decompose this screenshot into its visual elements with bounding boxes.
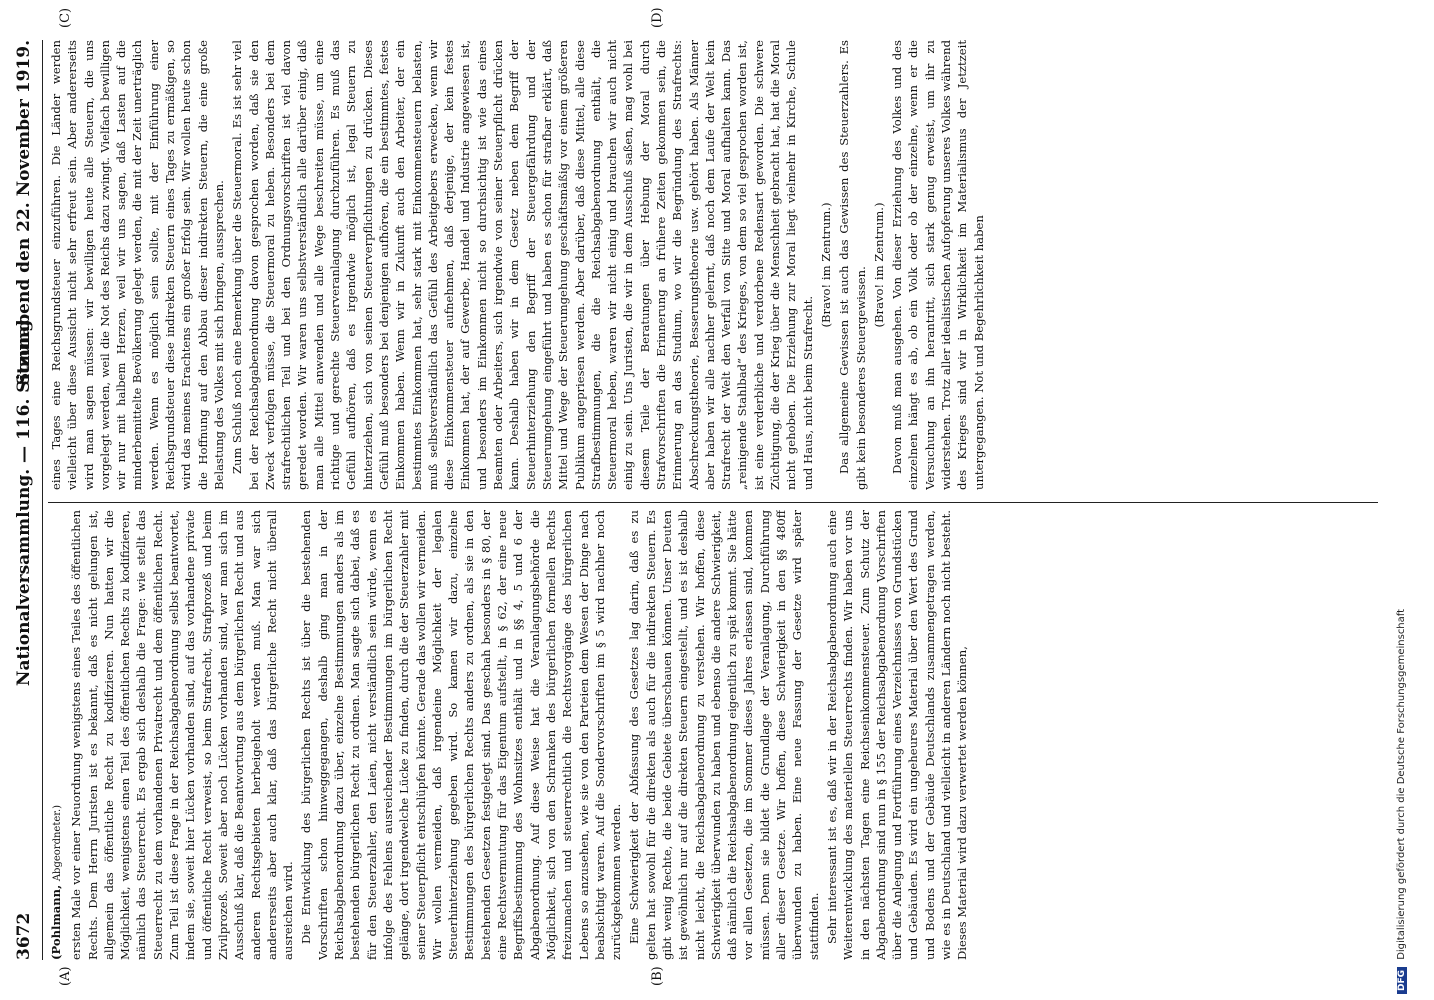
paragraph: Das allgemeine Gewissen ist auch das Gewissen des Steuerzahlers. Es gibt kein besonderes Steuergewissen.: [837, 40, 868, 490]
speaker-name: (Pohlmann,: [49, 884, 63, 960]
margin-letter-b: (B): [650, 966, 665, 986]
page-number: 3672: [14, 912, 34, 960]
margin-letter-a: (A): [58, 966, 73, 986]
header-rule: [42, 40, 43, 960]
paragraph: Sehr interessant ist es, daß wir in der Reichsabgabenordnung auch eine Weiterentwicklung des materiellen Steuerrechts finden. Wir haben vor uns in den nächsten Tagen eine Reichseinkommensteuer. Zum Schutz der Abgabenordnung sind nun in § 155 der Reichsabgabenordnung Vorschriften über die Anlegung und Fortführung eines Verzeichnisses von Grundstücken und Gebäuden. Es wird ein ungeheures Material über den Wert des Grund und Bodens und der Gebäude Deutschlands zusammengetragen werden, wie es in Deutschland und vielleicht in anderen Ländern noch nicht besteht. Dieses Material wird dazu verwertet werden können,: [824, 510, 970, 960]
speaker-role: Abgeordneter.): [52, 804, 63, 882]
paragraph: eines Tages eine Reichsgrundsteuer einzuführen. Die Länder werden vielleicht über diese Aussicht nicht sehr erfreut sein. Aber andererseits wird man sagen müssen: wir bewilligen heute alle Steuern, die uns vorgelegt werden, weil die Not des Reichs dazu zwingt. Vielfach bewilligen wir nur mit halbem Herzen, weil wir uns sagen, daß Lasten auf die minderbemittelte Bevölkerung gelegt werden, die mit der Zeit unerträglich werden. Wenn es möglich sein sollte, mit der Einführung einer Reichsgrundsteuer diese indirekten Steuern eines Tages zu ermäßigen, so wird das meines Erachtens ein großer Erfolg sein. Wir wollen heute schon die Hoffnung auf den Abbau dieser indirekten Steuern, die eine große Belastung des Volkes mit sich bringen, aussprechen.: [49, 40, 226, 490]
page-title: Nationalversammlung. — 116. Sitzung.: [14, 313, 34, 687]
paragraph: Eine Schwierigkeit der Abfassung des Gesetzes lag darin, daß es zu gelten hat sowohl für die direkten als auch für die indirekten Steuern. Es gibt wenig Rechte, die beide Gebiete überschauen können. Unser Deuten ist gewöhnlich nur auf die direkten Steuern eingestellt, und es ist deshalb nicht leicht, die Reichsabgabenordnung zu verstehen. Wir hoffen, diese Schwierigkeit überwunden zu haben und ebenso die andere Schwierigkeit, daß nämlich die Reichsabgabenordnung eigentlich zu spät kommt. Sie hätte vor allen Gesetzen, die im Sommer dieses Jahres erlassen sind, kommen müssen. Denn sie bildet die Grundlage der Veranlagung, Durchführung aller dieser Gesetze. Wir hoffen, diese Schwierigkeit in den §§ 480ff überwunden zu haben. Eine neue Fassung der Gesetze wird später stattfinden.: [627, 510, 821, 960]
margin-letter-d: (D): [650, 7, 665, 28]
page-header: [14, 40, 40, 960]
session-date: Sonnabend den 22. November 1919.: [14, 40, 34, 386]
column-divider: [48, 502, 1378, 503]
right-column: [48, 40, 1388, 490]
paragraph: Zum Schluß noch eine Bemerkung über die Steuermoral. Es ist sehr viel bei der Reichsabgabenordnung davon gesprochen worden, daß sie den Zweck verfolgen müsse, die Steuermoral zu heben. Besonders bei dem strafrechtlichen Teil und bei den Ordnungsvorschriften ist viel davon geredet worden. Wir waren uns selbstverständlich alle darüber einig, daß man alle Mittel anwenden und alle Wege beschreiten müsse, um eine richtige und gerechte Steuerveranlagung durchzuführen. Es muß das Gefühl aufhören, daß es irgendwie möglich ist, legal Steuern zu hinterziehen, sich von seinen Steuerverpflichtungen zu drücken. Dieses Gefühl muß besonders bei denjenigen aufhören, die ein bestimmtes, festes Einkommen haben. Wenn wir in Zukunft auch den Arbeiter, der ein bestimmtes Einkommen hat, sehr stark mit Einkommensteuern belasten, muß selbstverständlich das Gefühl des Arbeitgebers erwecken, wenn wir diese Einkommensteuer aufnehmen, daß derjenige, der kein festes Einkommen hat, der auf Gewerbe, Handel und Industrie angewiesen ist, und besonders im Einkommen nicht so durchsichtig ist wie das eines Beamten oder Arbeiters, sich irgendwie von seiner Steuerpflicht drücken kann. Deshalb haben wir in dem Gesetz neben dem Begriff der Steuerhinterziehung den Begriff der Steuergefährdung und der Steuerumgehung eingeführt und haben es schon für strafbar erklärt, daß Mittel und Wege der Steuerumgehung geschäftsmäßig vor einem größeren Publikum angepriesen werden. Aber darüber, daß diese Mittel, alle diese Strafbestimmungen, die die Reichsabgabenordnung enthält, die Steuermoral heben, waren wir nicht einig und brauchen wir auch nicht einig zu sein. Uns Juristen, die wir in dem Ausschuß saßen, mag wohl bei diesem Teile der Beratungen über Hebung der Moral durch Strafvorschriften die Erinnerung an frühere Zeiten gekommen sein, die Erinnerung an das Studium, wo wir die Begründung des Strafrechts: Abschreckungstheorie, Besserungstheorie usw. gehört haben. Als Männer aber haben wir alle nachher gelernt, daß noch dem Laufe der Welt kein Strafrecht der Welt den Verfall von Sitte und Moral aufhalten kann. Das „reinigende Stahlbad“ des Krieges, von dem so viel gesprochen worden ist, ist eine verderbliche und verdorbene Redensart geworden. Die schwere Züchtigung, die der Krieg über die Menschheit gebracht hat, hat die Moral nicht gehoben. Die Erziehung zur Moral liegt vielmehr in Kirche, Schule und Haus, nicht beim Strafrecht.: [230, 40, 815, 490]
left-column: [48, 510, 1388, 960]
paragraph: Davon muß man ausgehen. Von dieser Erziehung des Volkes und des einzelnen hängt es ab, ob ein Volk oder ob der einzelne, wenn er die Versuchung an ihn herantritt, sich stark genug erweist, um ihr zu widerstehen. Trotz aller idealistischen Aufopferung unseres Volkes während des Krieges sind wir in Wirklichkeit im Materialismus der Jetztzeit untergegangen. Not und Begehrlichkeit haben: [890, 40, 986, 490]
applause-note: (Bravo! im Zentrum.): [818, 202, 833, 328]
paragraph: ersten Male vor einer Neuordnung wenigstens eines Teiles des öffentlichen Rechts. Dem Herrn Juristen ist es bekannt, daß es nicht gelungen ist, allgemein das öffentliche Recht zu kodifizieren. Nun hatten wir die Möglichkeit, wenigstens einen Teil des öffentlichen Rechts zu kodifizieren, nämlich das Steuerrecht. Es ergab sich deshalb die Frage: wie stellt das Steuerrecht zu dem vorhandenen Privatrecht und dem öffentlichen Recht. Zum Teil ist diese Frage in der Reichsabgabenordnung selbst beantwortet, indem sie, soweit hier Lücken vorhanden sind, auf das vorhandene private und öffentliche Recht verweist, so beim Strafrecht, Strafprozeß und beim Zivilprozeß. Soweit aber noch Lücken vorhanden sind, war man sich im Ausschuß klar, daß die Beantwortung aus dem bürgerlichen Recht und aus anderen Rechtsgebieten herbeigeholt werden muß. Man war sich andererseits aber auch klar, daß das bürgerliche Recht nicht überall ausreichen wird.: [69, 510, 296, 960]
speaker-line: [48, 510, 66, 960]
dfg-logo: DFG: [1397, 967, 1407, 994]
applause-note: (Bravo! im Zentrum.): [871, 202, 886, 328]
footer-text: Digitalisierung gefördert durch die Deutsche Forschungsgemeinschaft: [1396, 608, 1407, 960]
paragraph: Die Entwicklung des bürgerlichen Rechts ist über die bestehenden Vorschriften schon hinweggegangen, deshalb ging man in der Reichsabgabenordnung dazu über, einzelne Bestimmungen anders als im bestehenden bürgerlichen Recht zu ordnen. Man sagte sich dabei, daß es für den Steuerzahler, den Laien, nicht verständlich sein würde, wenn es infolge des Fehlens ausreichender Bestimmungen im bürgerlichen Recht gelänge, dort irgendwelche Lücke zu finden, durch die der Steuerzahler mit seiner Steuerpflicht entschlüpfen könnte. Gerade das wollen wir vermeiden. Wir wollen vermeiden, daß irgendeine Möglichkeit der legalen Steuerhinterziehung gegeben wird. So kamen wir dazu, einzelne Bestimmungen des bürgerlichen Rechts anders zu ordnen, als sie in den bestehenden Gesetzen festgelegt sind. Das geschah besonders in § 80, der eine Rechtsvermutung für das Eigentum aufstellt, in § 62, der eine neue Begriffsbestimmung des Wohnsitzes enthält und in §§ 4, 5 und 6 der Abgabenordnung. Auf diese Weise hat die Veranlagungsbehörde die Möglichkeit, sich von den Schranken des bürgerlichen formellen Rechts freizumachen und steuerrechtlich die Rechtsvorgänge des bürgerlichen Lebens so anzusehen, wie sie von den Parteien dem Wesen der Dinge nach beabsichtigt waren. Auf die Sondervorschriften im § 5 wird nachher noch zurückgekommen werden.: [299, 510, 624, 960]
digitization-footer: [1396, 6, 1412, 994]
margin-letter-c: (C): [58, 7, 73, 28]
